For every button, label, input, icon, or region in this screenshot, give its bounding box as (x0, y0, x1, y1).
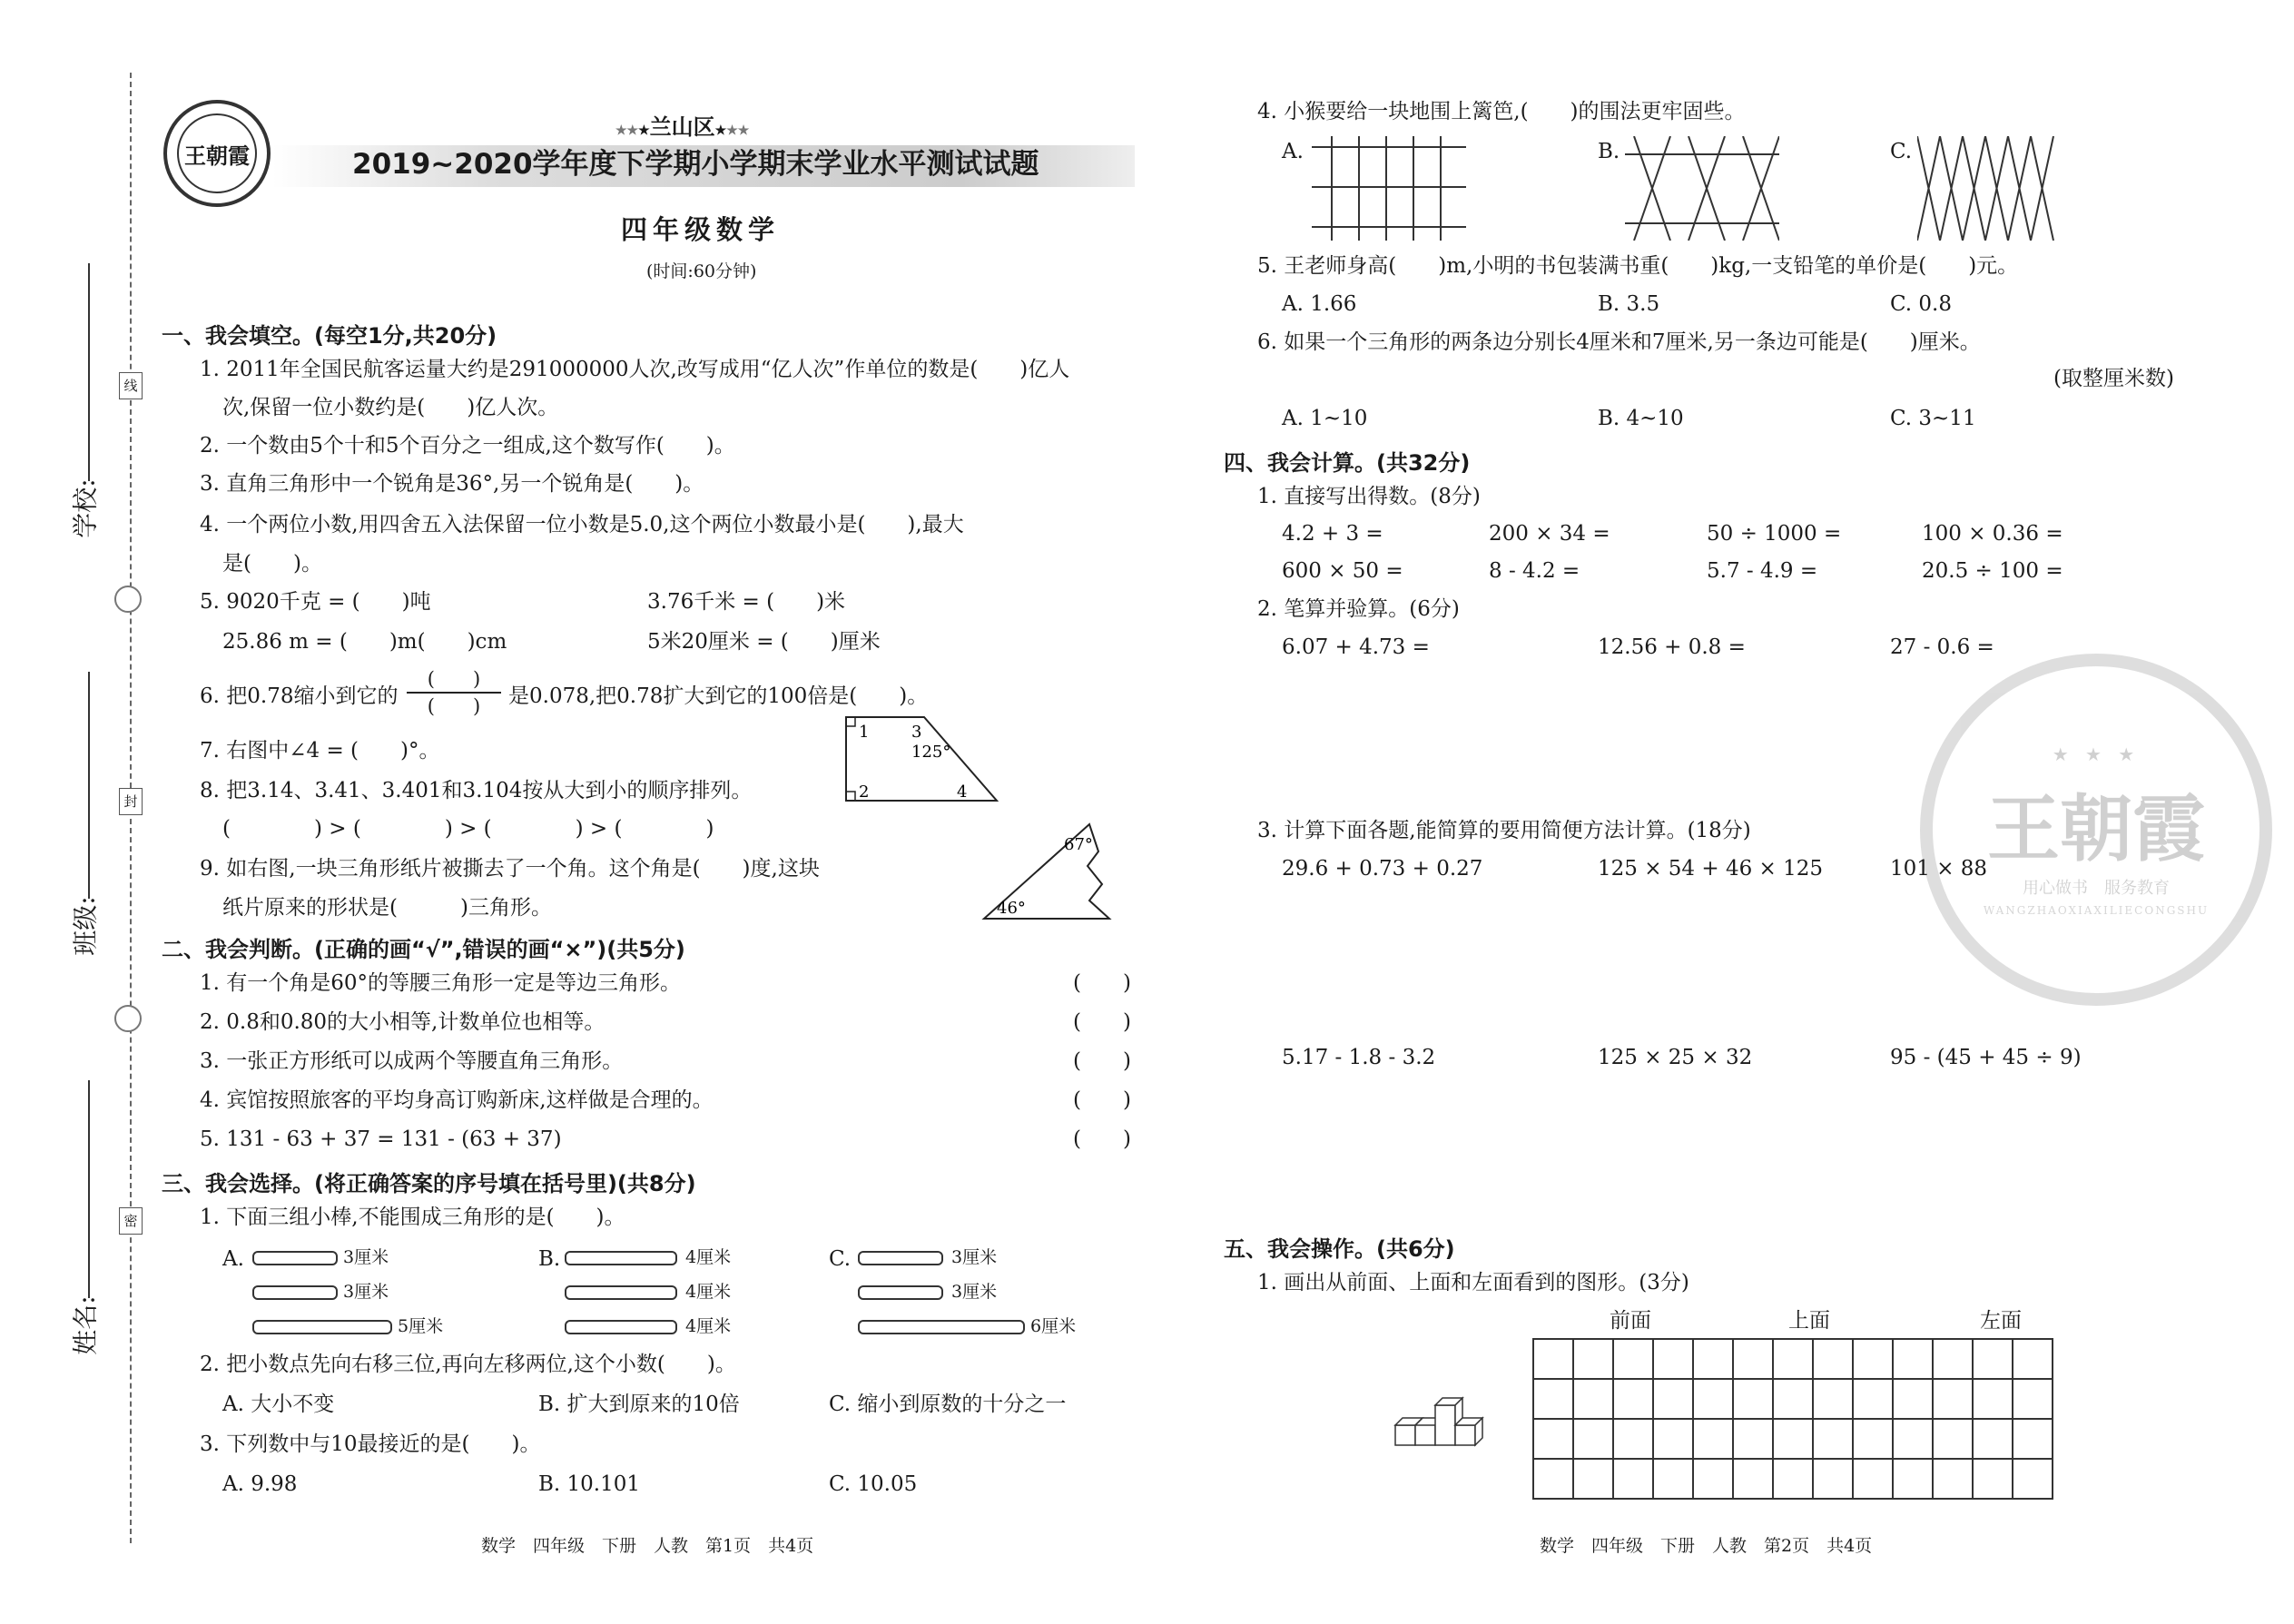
s4-part-2: 2. 笔算并验算。(6分) (1257, 597, 1460, 621)
stick-length: 3厘米 (343, 1247, 389, 1267)
vertical-calc: 12.56 + 0.8 = (1598, 635, 1746, 659)
seal-mark-feng: 封 (119, 788, 143, 815)
simplify-calc: 5.17 - 1.8 - 3.2 (1282, 1046, 1436, 1069)
stick-length: 4厘米 (685, 1247, 732, 1267)
q9-torn-triangle-figure (980, 817, 1117, 926)
footer-left: 数学 四年级 下册 人教 第1页 共4页 (481, 1536, 814, 1556)
class-label: 班级: (70, 896, 101, 956)
oral-calc: 100 × 0.36 = (1922, 522, 2063, 546)
star-icon: ★ (638, 123, 650, 138)
stick-length: 3厘米 (343, 1282, 389, 1302)
s1-q5b: 3.76千米 = ( )米 (647, 590, 846, 614)
oral-calc: 600 × 50 = (1282, 559, 1403, 583)
stick (565, 1251, 677, 1265)
angle-label-1: 1 (859, 723, 870, 742)
judge-item-1: 1. 有一个角是60°的等腰三角形一定是等边三角形。 (200, 971, 682, 995)
stick-length: 5厘米 (398, 1316, 444, 1336)
option-b-label: B. (538, 1247, 561, 1271)
watermark-ring-text: WANGZHAOXIAXILIECONGSHU (1983, 903, 2210, 917)
district: 兰山区 (649, 113, 715, 140)
section-3-heading: 三、我会选择。(将正确答案的序号填在括号里)(共8分) (162, 1171, 696, 1196)
s1-q9-line1: 9. 如右图,一块三角形纸片被撕去了一个角。这个角是( )度,这块 (200, 857, 820, 881)
s3-q6-option-a: A. 1~10 (1282, 407, 1368, 430)
s3-q1: 1. 下面三组小棒,不能围成三角形的是( )。 (200, 1206, 625, 1229)
s1-q3: 3. 直角三角形中一个锐角是36°,另一个锐角是( )。 (200, 472, 704, 496)
s1-q1-line1: 1. 2011年全国民航客运量大约是291000000人次,改写成用“亿人次”作单位的数是( )亿人 (200, 358, 1070, 381)
star-icon: ★ (714, 123, 727, 138)
oral-calc: 5.7 - 4.9 = (1707, 559, 1818, 583)
q7-trapezoid-figure (835, 710, 1008, 812)
exam-title: 2019~2020学年度下学期小学期末学业水平测试试题 (352, 148, 1039, 181)
simplify-calc: 95 - (45 + 45 ÷ 9) (1890, 1046, 2082, 1069)
fraction-numerator: ( ) (427, 668, 481, 690)
fence-option-b-label: B. (1598, 140, 1620, 163)
option-a-label: A. (222, 1247, 244, 1271)
simplify-calc: 125 × 25 × 32 (1598, 1046, 1753, 1069)
stick (565, 1285, 677, 1300)
s3-q3-option-b: B. 10.101 (538, 1472, 641, 1496)
s4-part-1: 1. 直接写出得数。(8分) (1257, 485, 1481, 508)
angle-label-4: 4 (957, 782, 968, 802)
s4-part-3: 3. 计算下面各题,能简算的要用简便方法计算。(18分) (1257, 819, 1751, 842)
watermark-name: 王朝霞 (1987, 785, 2205, 871)
s3-q2-option-c: C. 缩小到原数的十分之一 (829, 1393, 1067, 1416)
school-label: 学校: (70, 478, 101, 538)
s1-q8-line2: ( ) > ( ) > ( ) > ( ) (222, 817, 714, 841)
s1-q6-end: 是0.078,把0.78扩大到它的100倍是( )。 (508, 684, 929, 708)
s3-q6-option-b: B. 4~10 (1598, 407, 1684, 430)
stick (565, 1320, 677, 1334)
stick-length: 3厘米 (951, 1247, 998, 1267)
stick (858, 1285, 943, 1300)
angle-label-67: 67° (1064, 835, 1093, 854)
name-label: 姓名: (70, 1295, 101, 1355)
s3-q6-option-c: C. 3~11 (1890, 407, 1976, 430)
angle-label-2: 2 (859, 782, 870, 802)
subject-title: 四年级数学 (621, 214, 781, 245)
stick-length: 3厘米 (951, 1282, 998, 1302)
judge-item-2: 2. 0.8和0.80的大小相等,计数单位也相等。 (200, 1010, 605, 1034)
fence-option-a-label: A. (1282, 140, 1304, 163)
s3-q3-option-c: C. 10.05 (829, 1472, 918, 1496)
s3-q5-option-b: B. 3.5 (1598, 292, 1660, 316)
s1-q5d: 5米20厘米 = ( )厘米 (647, 630, 881, 654)
s3-q6-note: (取整厘米数) (2053, 367, 2174, 390)
oral-calc: 20.5 ÷ 100 = (1922, 559, 2063, 583)
logo-text: 王朝霞 (177, 113, 257, 193)
footer-right: 数学 四年级 下册 人教 第2页 共4页 (1540, 1536, 1873, 1556)
publisher-watermark (1920, 654, 2272, 1006)
exam-time: (时间:60分钟) (646, 261, 757, 281)
oral-calc: 200 × 34 = (1489, 522, 1610, 546)
cube-stack-figure (1393, 1389, 1493, 1462)
judge-answer-3[interactable]: ( ) (1073, 1049, 1131, 1073)
right-angle-marks (846, 717, 855, 801)
s1-q4-line1: 4. 一个两位小数,用四舍五入法保留一位小数是5.0,这个两位小数最小是( ),最大 (200, 513, 964, 536)
s3-q2-option-a: A. 大小不变 (222, 1393, 335, 1416)
fence-option-c-zigzag (1917, 136, 2063, 241)
simplify-calc: 125 × 54 + 46 × 125 (1598, 857, 1824, 881)
binding-hole-bottom (114, 1005, 142, 1032)
star-icon: ★ ★ ★ (2052, 743, 2141, 765)
s1-q7: 7. 右图中∠4 = ( )°。 (200, 739, 440, 763)
binding-hole-top (114, 586, 142, 613)
s3-q2: 2. 把小数点先向右移三位,再向左移两位,这个小数( )。 (200, 1353, 736, 1376)
view-label-top: 上面 (1788, 1309, 1830, 1333)
s3-q3-option-a: A. 9.98 (222, 1472, 298, 1496)
stick (252, 1251, 338, 1265)
watermark-slogan: 用心做书 服务教育 (2023, 878, 2170, 898)
view-label-front: 前面 (1610, 1309, 1651, 1333)
judge-answer-4[interactable]: ( ) (1073, 1088, 1131, 1112)
stick-length: 4厘米 (685, 1316, 732, 1336)
s1-q1-line2: 次,保留一位小数约是( )亿人次。 (222, 396, 559, 419)
q6-fraction (407, 666, 501, 719)
fence-option-a-grid (1312, 136, 1466, 241)
section-5-heading: 五、我会操作。(共6分) (1224, 1236, 1455, 1262)
star-icon: ★★ (615, 123, 639, 138)
name-input-line[interactable] (88, 1080, 90, 1298)
simplify-calc: 101 × 88 (1890, 857, 1988, 881)
fence-option-c-label: C. (1890, 140, 1913, 163)
district-line (615, 113, 749, 144)
judge-answer-5[interactable]: ( ) (1073, 1127, 1131, 1151)
judge-answer-2[interactable]: ( ) (1073, 1010, 1131, 1034)
s3-q2-option-b: B. 扩大到原来的10倍 (538, 1393, 740, 1416)
simplify-calc: 29.6 + 0.73 + 0.27 (1282, 857, 1483, 881)
stick (252, 1320, 392, 1334)
section-1-heading: 一、我会填空。(每空1分,共20分) (162, 323, 497, 349)
oral-calc: 4.2 + 3 = (1282, 522, 1383, 546)
oral-calc: 50 ÷ 1000 = (1707, 522, 1842, 546)
stick-length: 4厘米 (685, 1282, 732, 1302)
oral-calc: 8 - 4.2 = (1489, 559, 1580, 583)
option-c-label: C. (829, 1247, 852, 1271)
s3-q5-option-c: C. 0.8 (1890, 292, 1952, 316)
stick (252, 1285, 338, 1300)
stick (858, 1320, 1025, 1334)
s1-q9-line2: 纸片原来的形状是( )三角形。 (222, 896, 552, 920)
judge-answer-1[interactable]: ( ) (1073, 971, 1131, 995)
angle-label-46: 46° (997, 899, 1026, 918)
seal-mark-xian: 线 (119, 372, 143, 399)
view-label-left: 左面 (1980, 1309, 2022, 1333)
angle-label-3: 3 (911, 723, 922, 742)
fence-option-b-triangles (1625, 136, 1779, 241)
judge-item-3: 3. 一张正方形纸可以成两个等腰直角三角形。 (200, 1049, 624, 1073)
s3-q6: 6. 如果一个三角形的两条边分别长4厘米和7厘米,另一条边可能是( )厘米。 (1257, 330, 1981, 354)
s3-q5-option-a: A. 1.66 (1282, 292, 1357, 316)
s3-q5: 5. 王老师身高( )m,小明的书包装满书重( )kg,一支铅笔的单价是( )元。 (1257, 254, 2019, 278)
judge-item-4: 4. 宾馆按照旅客的平均身高订购新床,这样做是合理的。 (200, 1088, 714, 1112)
class-input-line[interactable] (88, 672, 90, 899)
s1-q4-line2: 是( )。 (222, 552, 322, 576)
angle-label-125: 125° (911, 743, 951, 762)
fraction-denominator: ( ) (407, 692, 501, 719)
publisher-logo (163, 100, 271, 207)
seal-mark-mi: 密 (119, 1207, 143, 1235)
stick (858, 1251, 943, 1265)
drawing-grid[interactable] (1532, 1338, 2053, 1500)
s3-q3: 3. 下列数中与10最接近的是( )。 (200, 1432, 541, 1456)
vertical-calc: 27 - 0.6 = (1890, 635, 1994, 659)
s1-q5c: 25.86 m = ( )m( )cm (222, 630, 507, 654)
school-input-line[interactable] (88, 263, 90, 481)
s1-q6-start: 6. 把0.78缩小到它的 (200, 684, 399, 708)
s1-q5a: 5. 9020千克 = ( )吨 (200, 590, 431, 614)
s5-part-1: 1. 画出从前面、上面和左面看到的图形。(3分) (1257, 1271, 1689, 1294)
s1-q2: 2. 一个数由5个十和5个百分之一组成,这个数写作( )。 (200, 434, 735, 458)
vertical-calc: 6.07 + 4.73 = (1282, 635, 1430, 659)
star-icon: ★★ (726, 123, 750, 138)
s3-q4: 4. 小猴要给一块地围上篱笆,( )的围法更牢固些。 (1257, 100, 1746, 123)
stick-length: 6厘米 (1030, 1316, 1077, 1336)
section-4-heading: 四、我会计算。(共32分) (1224, 450, 1471, 476)
s1-q8-line1: 8. 把3.14、3.41、3.401和3.104按从大到小的顺序排列。 (200, 779, 753, 802)
section-2-heading: 二、我会判断。(正确的画“√”,错误的画“×”)(共5分) (162, 937, 685, 962)
judge-item-5: 5. 131 - 63 + 37 = 131 - (63 + 37) (200, 1127, 562, 1151)
